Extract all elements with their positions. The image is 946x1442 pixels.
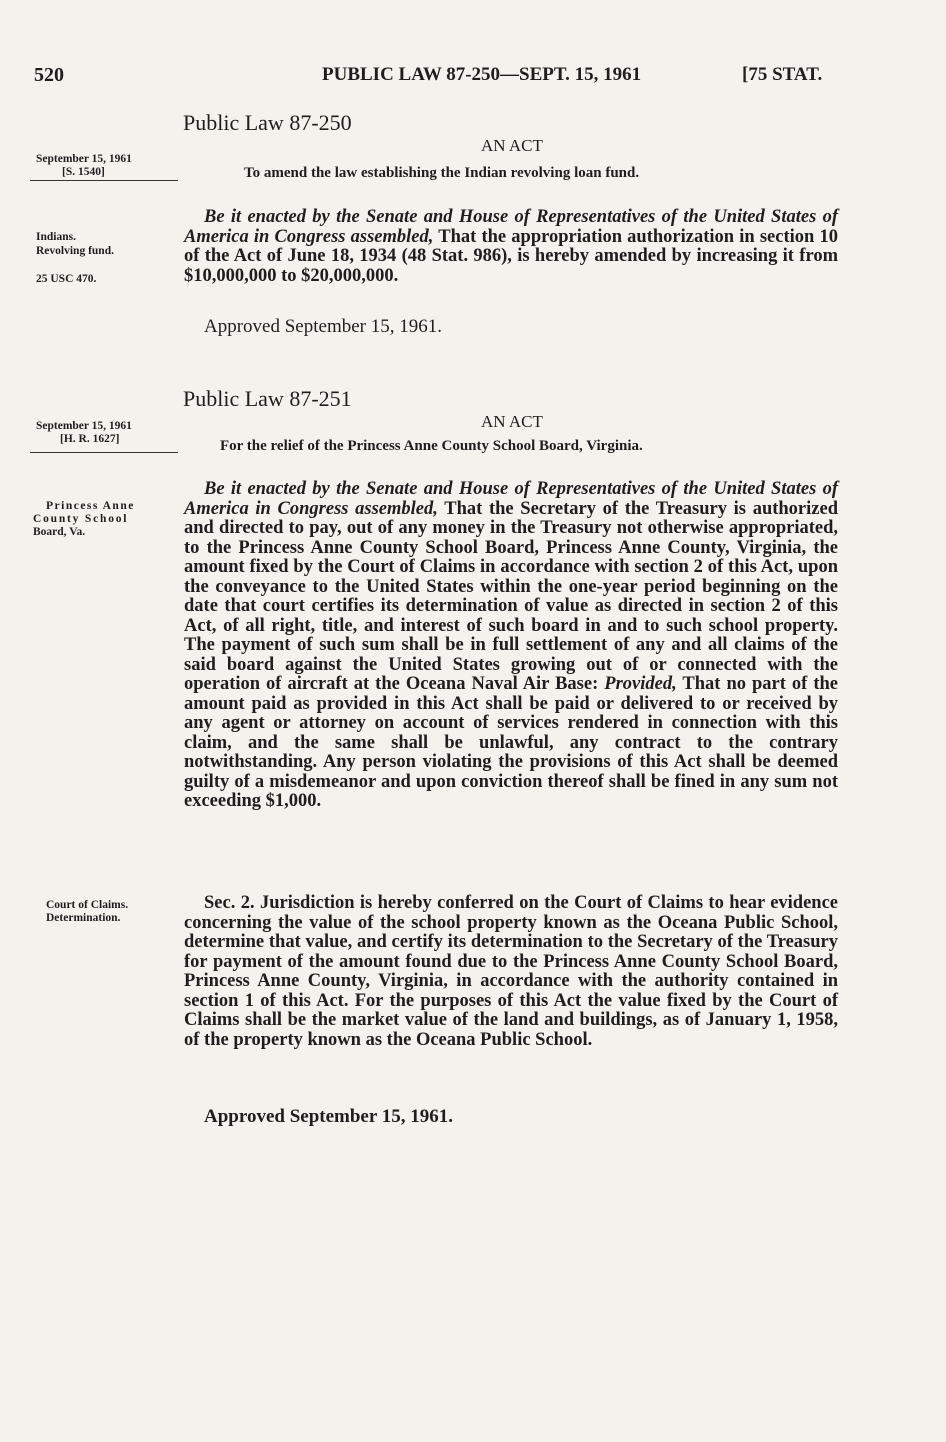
law-251-bill-note: [H. R. 1627] [60, 433, 120, 445]
law-251-purpose: For the relief of the Princess Anne County School Board, Virginia. [220, 438, 643, 454]
running-title: PUBLIC LAW 87-250—SEPT. 15, 1961 [322, 64, 642, 85]
law-251-section-2-text: Jurisdiction is hereby conferred on the Court of Claims to hear evidence concerning the value of the school property known as the Oceana Public School, determine that value, and certify its determination to the Secretary of the Treasury for payment of the amount found due to the Princess Anne County School Board, Princess Anne County, Virginia, in accordance with the authority contained in section 1 of this Act. For the purposes of this Act the value fixed by the Court of Claims shall be the market value of the land and buildings, as of January 1, 1958, of the property known as the Oceana Public School. [184, 893, 839, 1050]
law-250-margin-rule [30, 180, 178, 181]
law-251-margin-sec2-1: Court of Claims. [46, 899, 129, 911]
law-251-margin-subject-3: Board, Va. [33, 526, 86, 538]
page-number: 520 [34, 64, 64, 86]
law-251-section-1-text-a: That the Secretary of the Treasury is authorized and directed to pay, out of any money in the Treasury not otherwise appropriated, to the Princess Anne County School Board, Princess Anne County, Virginia, the amount fixed by the Court of Claims in accordance with section 2 of this Act, upon the conveyance to the United States within the one-year period beginning on the date that court certifies its determination of value as directed in section 2 of this Act, of all right, title, and interest of such board in and to such school property. The payment of such sum shall be in full settlement of any and all claims of the said board against the United States growing out of or connected with the operation of aircraft at the Oceana Naval Air Base: [184, 498, 838, 694]
law-250-margin-subject-2: Revolving fund. [36, 245, 114, 257]
law-250-title: Public Law 87-250 [183, 110, 352, 135]
law-251-sec2-label: Sec. 2. [204, 893, 255, 913]
law-251-margin-sec2-2: Determination. [46, 912, 121, 924]
law-250-act-label: AN ACT [481, 136, 543, 155]
law-250-body: That the appropriation authorization in section 10 of the Act of June 18, 1934 (48 Stat. 986), is hereby amended by increasing it from $10,000,000 to $20,000,000. [184, 226, 839, 286]
law-250-bill-note: [S. 1540] [62, 166, 105, 178]
law-251-margin-rule [30, 452, 178, 453]
law-251-title: Public Law 87-251 [183, 386, 352, 411]
law-250-margin-subject-1: Indians. [36, 231, 76, 243]
law-251-provided: Provided, [604, 674, 677, 694]
law-250-purpose: To amend the law establishing the Indian revolving loan fund. [244, 165, 640, 181]
law-251-section-1-text-b: That no part of the amount paid as provided in this Act shall be paid or delivered to or received by any agent or attorney on account of services rendered in connection with this claim, and the same shall be unlawful, any contract to the contrary notwithstanding. Any person violating the provisions of this Act shall be deemed guilty of a misdemeanor and upon conviction thereof shall be fined in any sum not exceeding $1,000. [184, 674, 839, 811]
law-251-margin-subject-2: County School [33, 513, 129, 525]
law-251-date-note: September 15, 1961 [36, 420, 132, 432]
law-250-text [184, 208, 838, 286]
law-251-margin-subject-1: Princess Anne [46, 500, 135, 512]
law-250-approved: Approved September 15, 1961. [204, 316, 442, 337]
law-251-section-1 [184, 480, 838, 812]
law-250-enacting-clause: Be it enacted by the Senate and House of Representatives of the United States of America in Congress assembled, [184, 207, 838, 247]
law-251-section-2 [184, 894, 838, 1050]
law-250-margin-citation: 25 USC 470. [36, 273, 97, 285]
law-251-act-label: AN ACT [481, 412, 543, 431]
law-250-date-note: September 15, 1961 [36, 153, 132, 165]
law-251-enacting-clause: Be it enacted by the Senate and House of Representatives of the United States of America in Congress assembled, [184, 479, 838, 519]
law-251-approved: Approved September 15, 1961. [204, 1106, 453, 1127]
volume-reference: [75 STAT. [742, 64, 823, 85]
